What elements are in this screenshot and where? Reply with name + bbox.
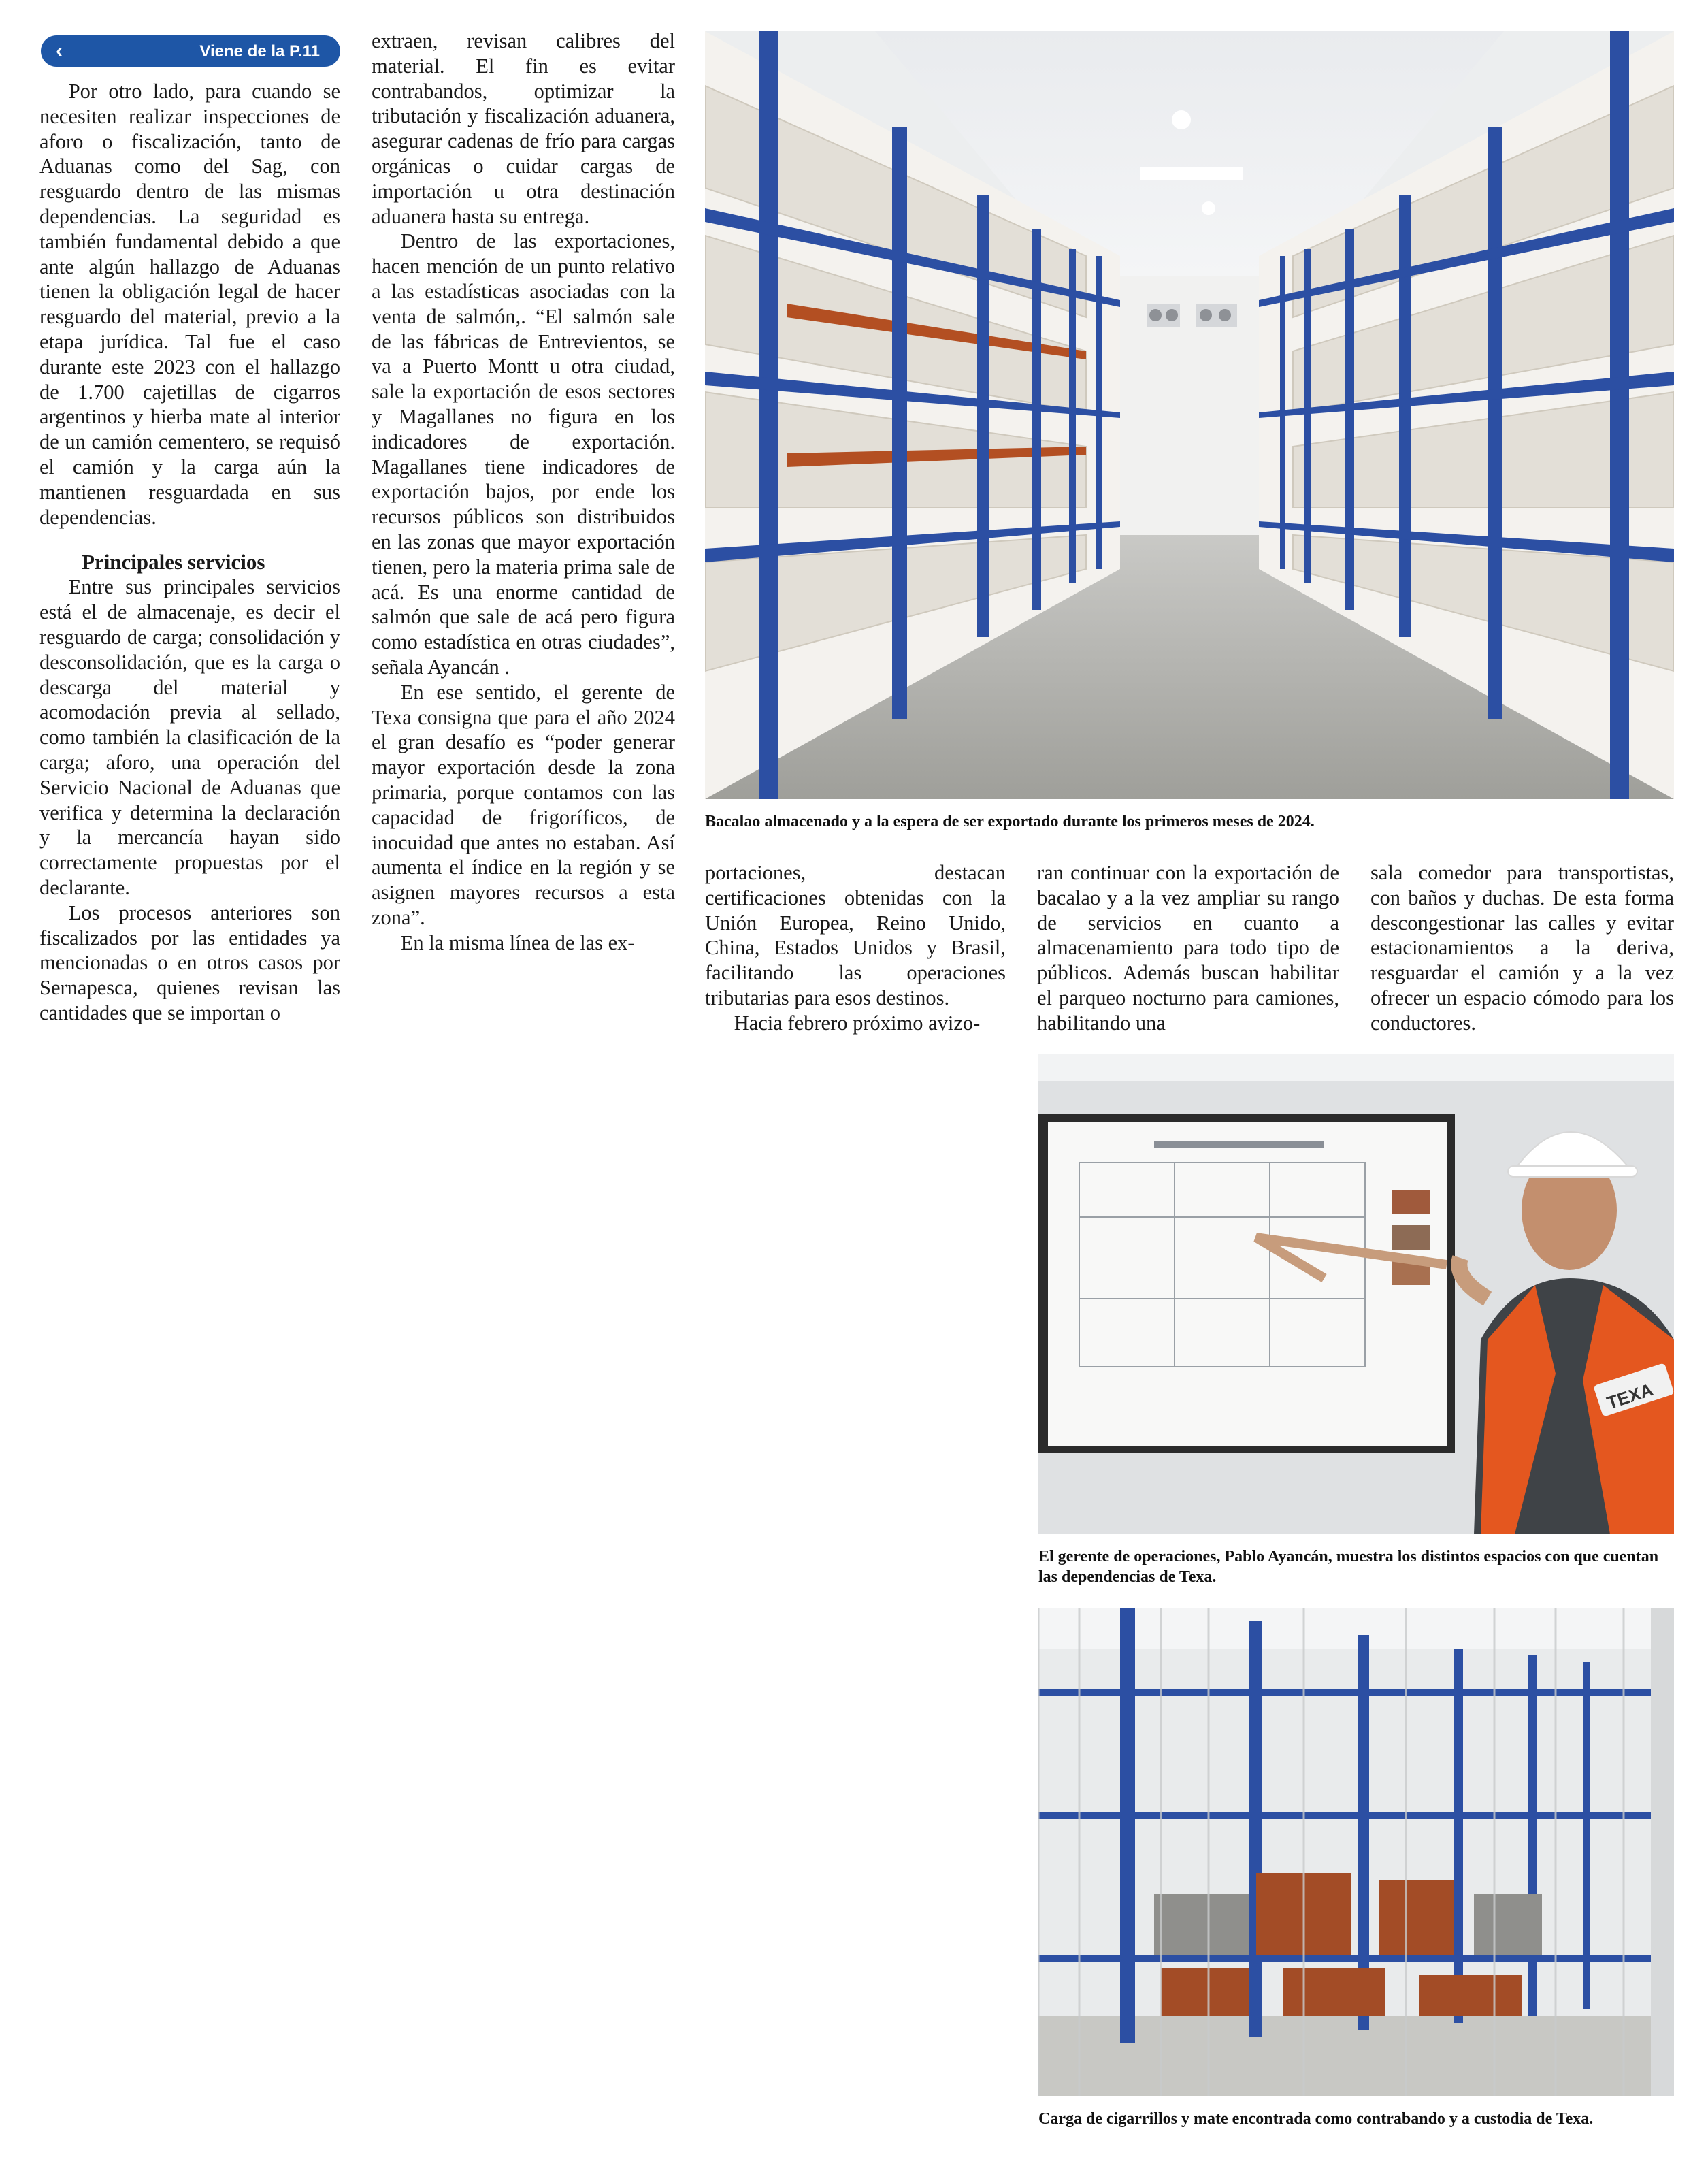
paragraph: extraen, revisan calibres del material. El fin es evitar contrabandos, optimizar la tributación y fiscalización aduanera, asegurar cadenas de frío para cargas orgánicas o cuidar cargas de importación u otra destinación aduanera hasta su entrega. (372, 29, 675, 228)
article-column-5 (1370, 860, 1674, 1036)
photo-caption: Carga de cigarrillos y mate encontrada como contrabando y a custodia de Texa. (1038, 2110, 1594, 2128)
photo-manager (1038, 1054, 1674, 1534)
continued-from-tag (41, 35, 340, 67)
photo-caption: Bacalao almacenado y a la espera de ser exportado durante los primeros meses de 2024. (705, 813, 1315, 830)
photo-caption: El gerente de operaciones, Pablo Ayancán, muestra los distintos espacios con que cuentan las dependencias de Texa. (1038, 1548, 1659, 1586)
continued-from-label: Viene de la P.11 (199, 42, 320, 61)
paragraph: En ese sentido, el gerente de Texa consigna que para el año 2024 el gran desafío es “poder generar mayor exportación desde la zona primaria, porque contamos con las capacidad de frigoríficos, de inocuidad que antes no estaban. Así aumenta el índice en la región y se asignen mayores recursos a esta zona”. (372, 680, 675, 929)
paragraph: sala comedor para transportistas, con baños y duchas. De esta forma descongestionar las calles y evitar estacionamientos a la deriva, resguardar el camión y a la vez ofrecer un espacio cómodo para los conductores. (1370, 861, 1674, 1035)
paragraph: portaciones, destacan certificaciones obtenidas con la Unión Europea, Reino Unido, China, Estados Unidos y Brasil, facilitando las operaciones tributarias para esos destinos. (705, 861, 1006, 1009)
photo-contraband (1038, 1608, 1674, 2096)
article-column-3 (705, 860, 1006, 1036)
paragraph: Hacia febrero próximo avizo- (734, 1011, 981, 1035)
chevron-left-icon: ‹ (56, 39, 63, 62)
paragraph: Por otro lado, para cuando se necesiten realizar inspecciones de aforo o fiscalización, tanto de Aduanas como del Sag, con resguardo dentro de las mismas dependencias. La seguridad es también fundamental debido a que ante algún hallazgo de Aduanas tienen la obligación legal de hacer resguardo del material, previo a la etapa jurídica. Tal fue el caso durante este 2023 con el hallazgo de 1.700 cajetillas de cigarros argentinos y hierba mate al interior de un camión cementero, se requisó el camión y la carga aún la mantienen resguardada en sus dependencias. (39, 80, 340, 529)
paragraph: Entre sus principales servicios está el de almacenaje, es decir el resguardo de carga; consolidación y desconsolidación, que es la carga o descarga del material y acomodación previa al sellado, como también la clasificación de la carga; aforo, una operación del Servicio Nacional de Aduanas que verifica y determina la declaración y la mercancía hayan sido correctamente propuestas por el declarante. (39, 575, 340, 899)
article-column-2 (372, 29, 675, 955)
section-heading: Principales servicios (82, 550, 265, 574)
vest-logo-text: TEXA (1604, 1379, 1656, 1414)
paragraph: Dentro de las exportaciones, hacen mención de un punto relativo a las estadísticas asociadas con la venta de salmón,. “El salmón sale de las fábricas de Entrevientos, se va a Puerto Montt u otra ciudad, sale la exportación de esos sectores y Magallanes no figura en los indicadores de exportación. Magallanes tiene indicadores de exportación bajos, por ende los recursos públicos son distribuidos en las zonas que mayor exportación tienen, pero la materia prima sale de acá. Es una enorme cantidad de salmón que sale de acá pero figura como estadística en otras ciudades”, señala Ayancán . (372, 229, 675, 679)
paragraph: Los procesos anteriores son fiscalizados por las entidades ya mencionadas o en otros casos por Sernapesca, quienes revisan las cantidades que se importan o (39, 901, 340, 1024)
paragraph: ran continuar con la exportación de bacalao y a la vez ampliar su rango de servicios en cuanto a almacenamiento para todo tipo de públicos. Además buscan habilitar el parqueo nocturno para camiones, habilitando una (1037, 861, 1339, 1035)
article-column-1 (39, 79, 340, 1026)
photo-cold-storage (705, 31, 1674, 799)
paragraph: En la misma línea de las ex- (400, 930, 635, 954)
article-column-4 (1037, 860, 1339, 1036)
